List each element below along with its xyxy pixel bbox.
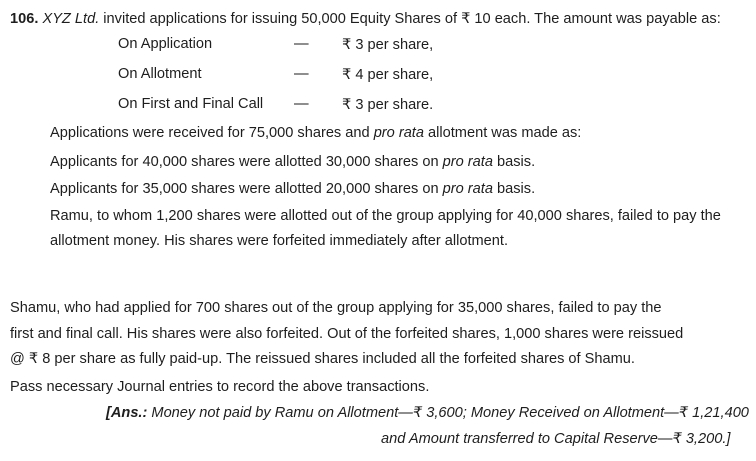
term-row bbox=[118, 36, 478, 54]
company-name: XYZ Ltd. bbox=[42, 11, 100, 27]
answer-text: Money not paid by Ramu on Allotment—₹ 3,600; Money Received on Allotment—₹ 1,21,400 bbox=[147, 405, 749, 421]
term-dash: — bbox=[294, 96, 309, 112]
term-dash: — bbox=[294, 36, 309, 52]
intro-text: invited applications for issuing 50,000 Equity Shares of ₹ 10 each. The amount was payable as: bbox=[99, 11, 721, 27]
term-label: On Application bbox=[118, 36, 213, 52]
term-rate: ₹ 4 per share, bbox=[342, 67, 434, 83]
term-label: On Allotment bbox=[118, 66, 202, 82]
term-label: On First and Final Call bbox=[118, 96, 264, 112]
term-dash: — bbox=[294, 66, 309, 82]
text-segment: basis. bbox=[492, 154, 536, 170]
question-number: 106. bbox=[10, 11, 39, 27]
term-row bbox=[118, 96, 478, 114]
text-segment: Applicants for 35,000 shares were allotted 20,000 shares on bbox=[50, 181, 443, 197]
text-segment: basis. bbox=[492, 181, 536, 197]
italic-text: pro rata bbox=[442, 154, 493, 170]
paragraph-applications bbox=[50, 124, 581, 142]
paragraph-shamu-line-3: @ ₹ 8 per share as fully paid-up. The reissued shares included all the forfeited shares of Shamu. bbox=[10, 351, 635, 367]
text-segment: allotment was made as: bbox=[423, 125, 582, 141]
paragraph-shamu-line-2: first and final call. His shares were also forfeited. Out of the forfeited shares, 1,000 shares were reissued bbox=[10, 326, 684, 342]
paragraph-ramu-line-2: allotment money. His shares were forfeited immediately after allotment. bbox=[50, 233, 508, 249]
paragraph-ramu-line-1: Ramu, to whom 1,200 shares were allotted out of the group applying for 40,000 shares, failed to pay the bbox=[50, 208, 721, 224]
answer-line-2: and Amount transferred to Capital Reserve—₹ 3,200.] bbox=[381, 431, 731, 447]
paragraph-group-b bbox=[50, 180, 535, 198]
text-segment: Applicants for 40,000 shares were allotted 30,000 shares on bbox=[50, 154, 443, 170]
term-rate: ₹ 3 per share. bbox=[342, 97, 434, 113]
term-rate: ₹ 3 per share, bbox=[342, 37, 434, 53]
italic-text: pro rata bbox=[373, 125, 424, 141]
term-row bbox=[118, 66, 478, 84]
instruction-text: Pass necessary Journal entries to record the above transactions. bbox=[10, 379, 430, 395]
answer-line-1 bbox=[106, 404, 749, 422]
italic-text: pro rata bbox=[442, 181, 493, 197]
paragraph-group-a bbox=[50, 153, 535, 171]
question-intro bbox=[10, 10, 721, 28]
paragraph-shamu-line-1: Shamu, who had applied for 700 shares out of the group applying for 35,000 shares, failed to pay the bbox=[10, 300, 662, 316]
answer-prefix: [Ans.: bbox=[106, 405, 148, 421]
text-segment: Applications were received for 75,000 shares and bbox=[50, 125, 374, 141]
